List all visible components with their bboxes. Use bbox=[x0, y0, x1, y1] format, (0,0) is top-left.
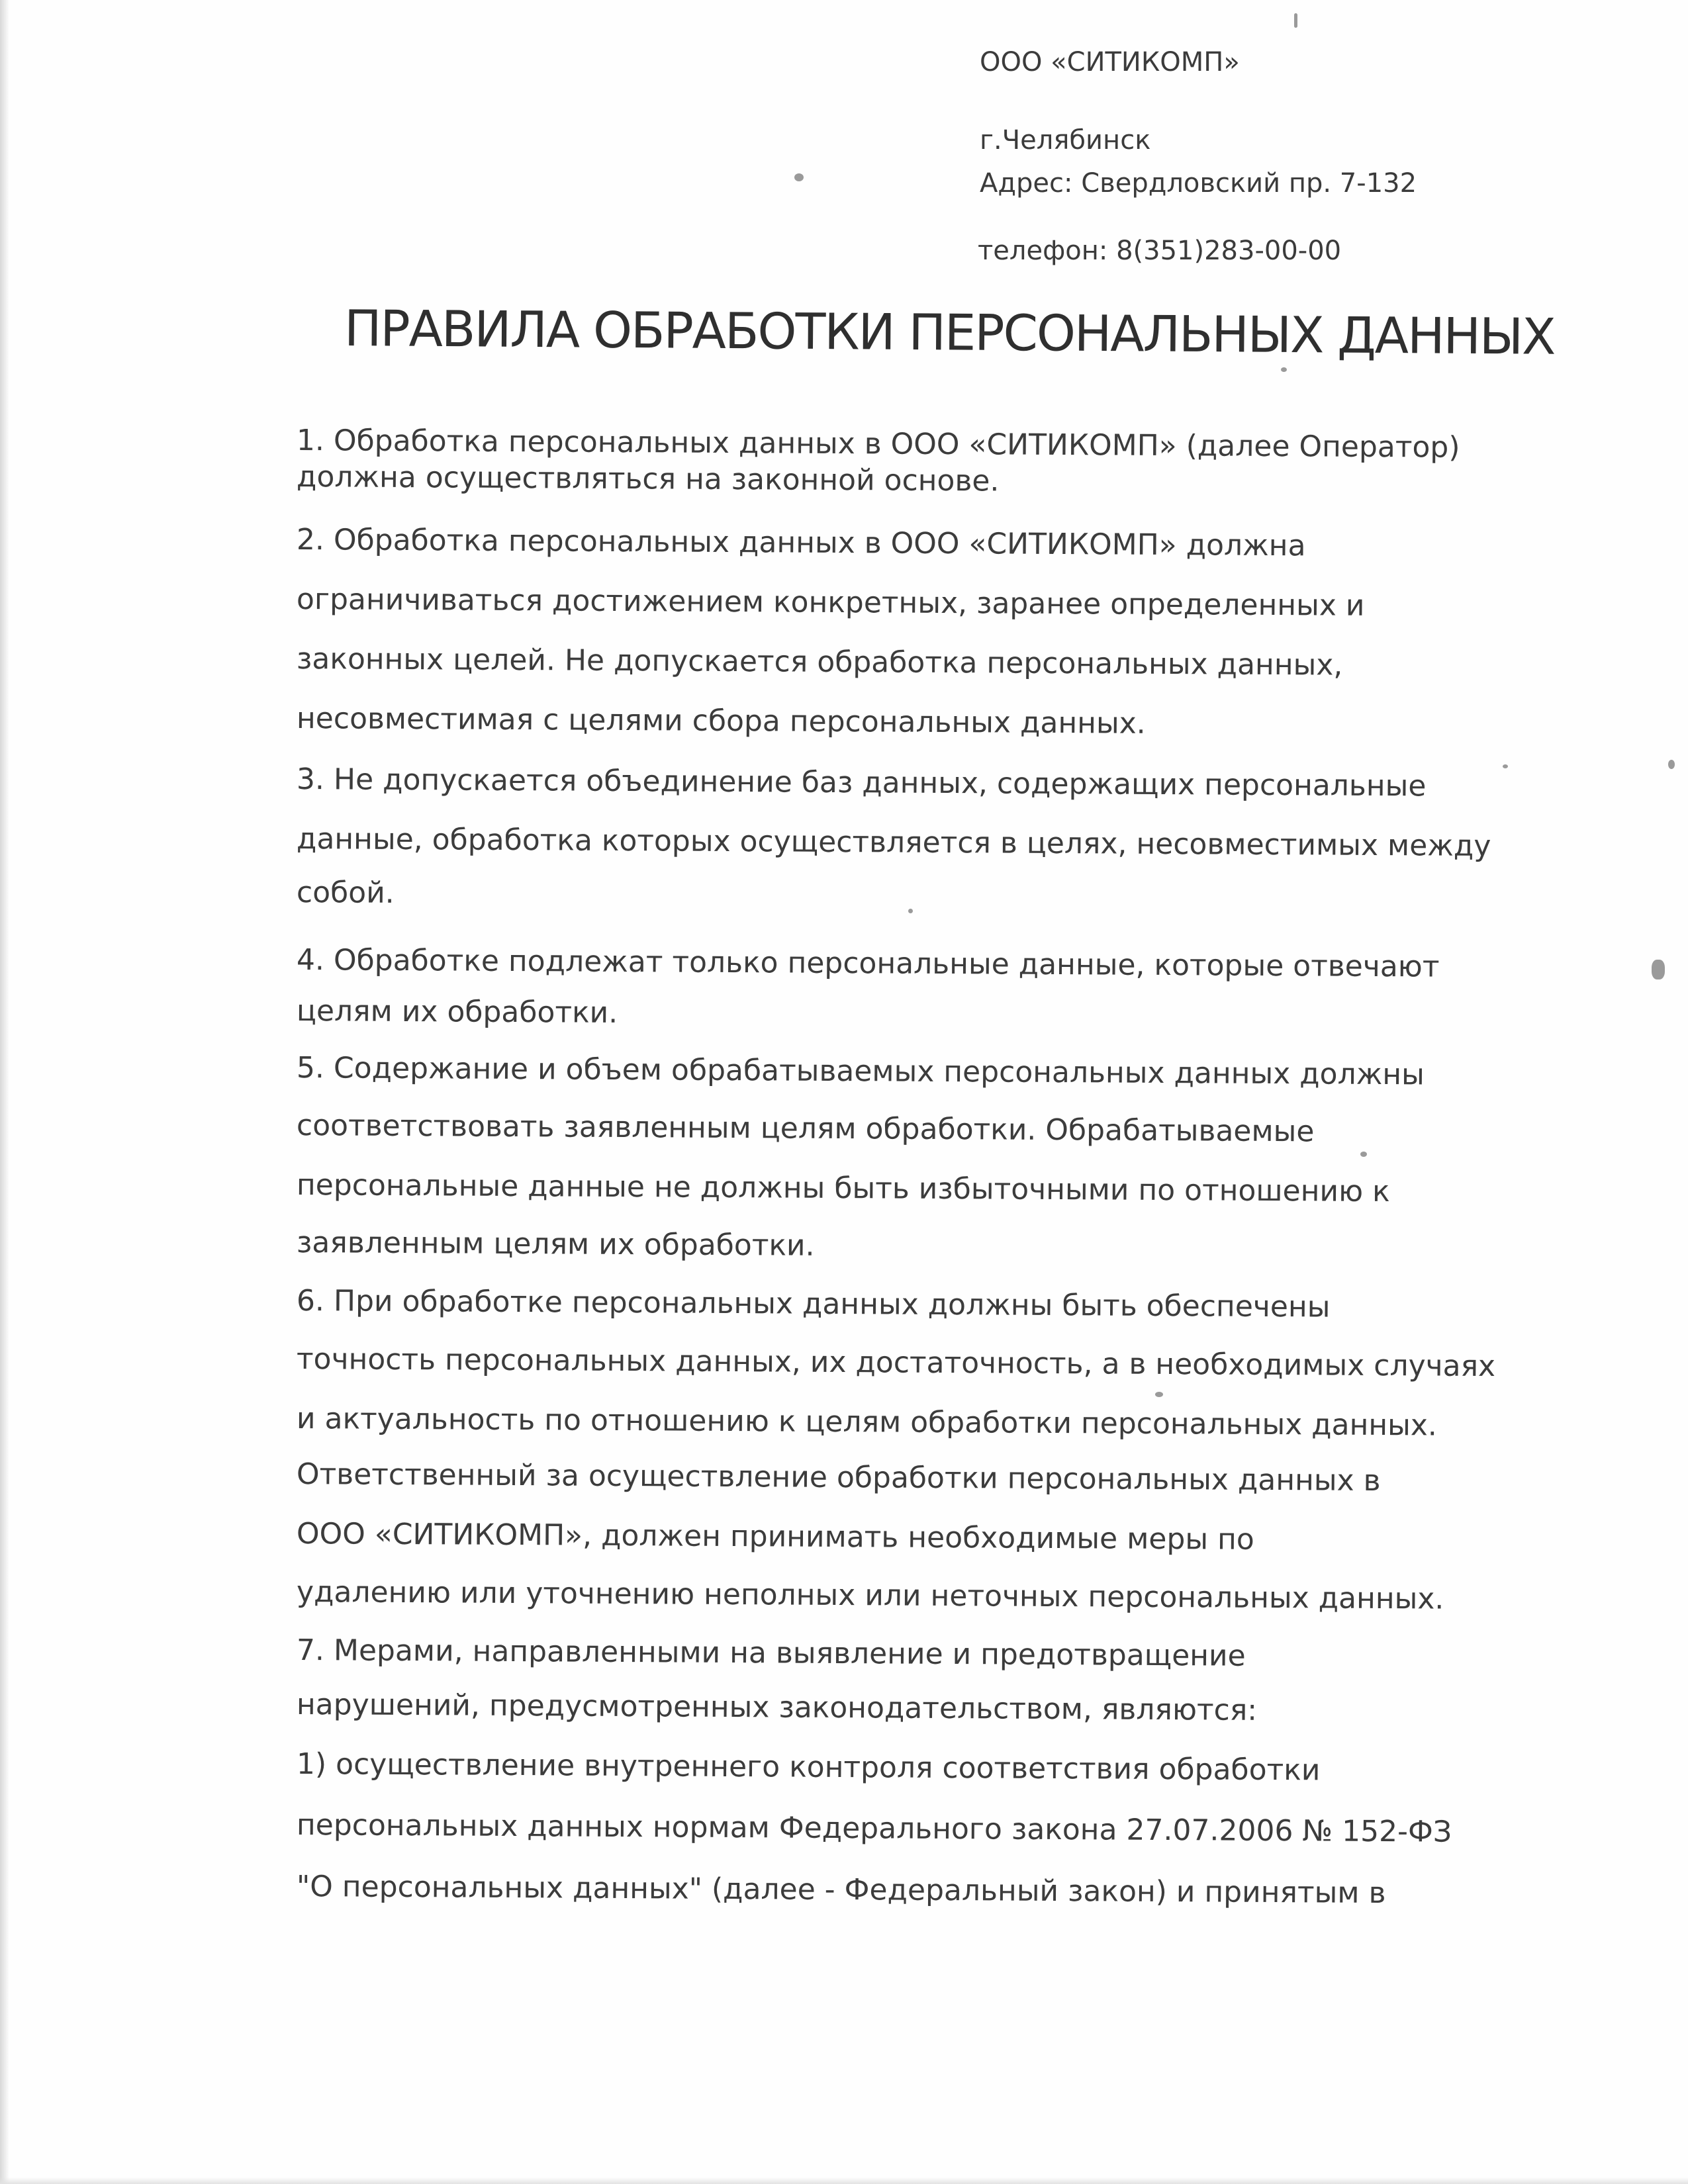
body-line: ООО «СИТИКОМП», должен принимать необходимые меры по bbox=[296, 1517, 1254, 1557]
body-line: должна осуществляться на законной основе. bbox=[296, 460, 1000, 498]
body-line: 1. Обработка персональных данных в ООО «СИТИКОМП» (далее Оператор) bbox=[296, 424, 1460, 465]
scan-speck bbox=[794, 173, 804, 181]
body-line: 2. Обработка персональных данных в ООО «СИТИКОМП» должна bbox=[296, 523, 1306, 563]
body-line: законных целей. Не допускается обработка персональных данных, bbox=[296, 642, 1343, 682]
scan-edge-shadow bbox=[0, 0, 9, 2184]
body-line: данные, обработка которых осуществляется в целях, несовместимых между bbox=[296, 822, 1491, 864]
body-line: 7. Мерами, направленными на выявление и предотвращение bbox=[296, 1633, 1246, 1673]
body-line: 3. Не допускается объединение баз данных, содержащих персональные bbox=[296, 762, 1427, 803]
body-line: нарушений, предусмотренных законодательством, являются: bbox=[296, 1688, 1258, 1727]
body-line: целям их обработки. bbox=[296, 994, 618, 1030]
body-line: "О персональных данных" (далее - Федеральный закон) и принятым в bbox=[296, 1870, 1386, 1911]
body-line: заявленным целям их обработки. bbox=[296, 1226, 815, 1263]
body-line: 1) осуществление внутреннего контроля соответствия обработки bbox=[296, 1747, 1321, 1788]
scan-speck bbox=[1503, 764, 1508, 768]
body-line: соответствовать заявленным целям обработки. Обрабатываемые bbox=[296, 1109, 1315, 1149]
scan-speck bbox=[1668, 760, 1675, 769]
company-name: ООО «СИТИКОМП» bbox=[980, 47, 1240, 77]
scan-speck bbox=[1281, 367, 1287, 372]
body-line: Ответственный за осуществление обработки персональных данных в bbox=[296, 1457, 1381, 1498]
body-line: и актуальность по отношению к целям обработки персональных данных. bbox=[296, 1402, 1438, 1443]
body-line: персональные данные не должны быть избыточными по отношению к bbox=[296, 1168, 1390, 1209]
body-line: собой. bbox=[296, 876, 395, 910]
scan-speck bbox=[1294, 13, 1297, 28]
body-line: 6. При обработке персональных данных должны быть обеспечены bbox=[296, 1284, 1331, 1324]
body-line: 5. Содержание и объем обрабатываемых персональных данных должны bbox=[296, 1051, 1425, 1092]
company-city: г.Челябинск bbox=[980, 125, 1151, 156]
body-line: несовместимая с целями сбора персональных данных. bbox=[296, 702, 1146, 741]
scan-speck bbox=[1155, 1392, 1163, 1397]
company-phone: телефон: 8(351)283-00-00 bbox=[978, 236, 1342, 266]
scan-speck bbox=[908, 909, 913, 913]
body-line: удалению или уточнению неполных или неточных персональных данных. bbox=[296, 1575, 1444, 1616]
body-line: персональных данных нормам Федерального закона 27.07.2006 № 152-ФЗ bbox=[296, 1808, 1452, 1849]
body-line: ограничиваться достижением конкретных, заранее определенных и bbox=[296, 582, 1365, 623]
scan-speck bbox=[1360, 1152, 1367, 1157]
scan-bottom-shadow bbox=[0, 2177, 1688, 2184]
scan-speck bbox=[1652, 960, 1665, 979]
document-title: ПРАВИЛА ОБРАБОТКИ ПЕРСОНАЛЬНЫХ ДАННЫХ bbox=[344, 299, 1555, 366]
body-line: 4. Обработке подлежат только персональные данные, которые отвечают bbox=[296, 943, 1440, 984]
company-address: Адрес: Свердловский пр. 7-132 bbox=[980, 168, 1417, 199]
body-line: точность персональных данных, их достаточность, а в необходимых случаях bbox=[296, 1342, 1496, 1384]
